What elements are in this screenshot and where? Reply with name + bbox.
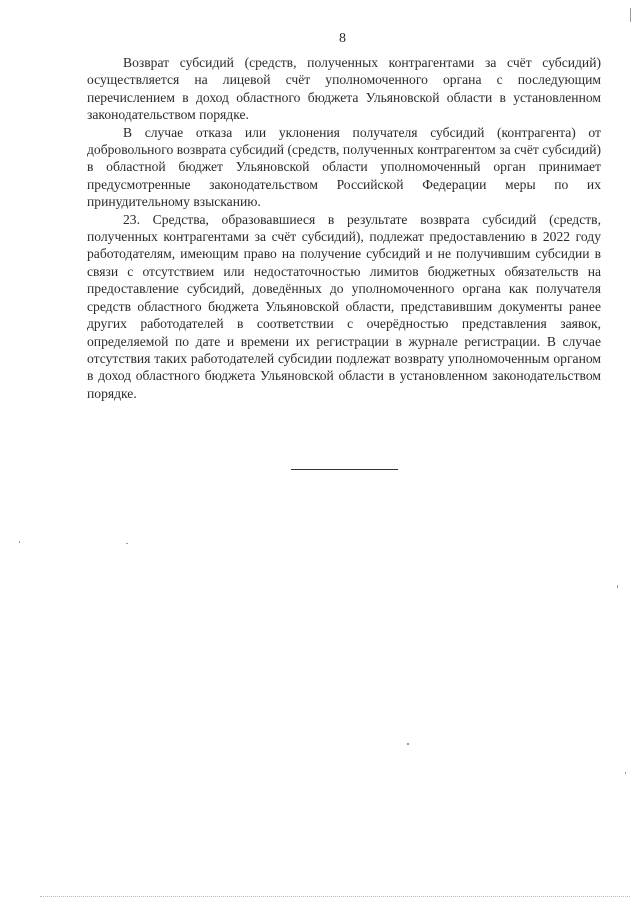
scan-speck bbox=[126, 543, 128, 544]
scan-speck bbox=[625, 772, 626, 774]
scan-speck bbox=[407, 743, 409, 745]
paragraph-refund-procedure: Возврат субсидий (средств, полученных контрагентами за счёт субсидий) осуществляется на лицевой счёт уполномоченного органа с последующим перечислением в доход областного бюджета Ульяновской области в установленном законодательством порядке. bbox=[87, 55, 601, 123]
scan-speck bbox=[630, 8, 631, 22]
paragraph-refusal-recovery: В случае отказа или уклонения получателя субсидий (контрагента) от добровольного возврата субсидий (средств, полученных контрагентом за счёт субсидий) в областной бюджет Ульяновской области уполномоченный орган принимает предусмотренные законодательством Российской Федерации меры по их принудительному взысканию. bbox=[87, 124, 601, 210]
document-body bbox=[87, 54, 601, 402]
scan-speck bbox=[617, 585, 618, 588]
end-separator-line bbox=[291, 469, 398, 470]
paragraph-clause-23: 23. Средства, образовавшиеся в результате возврата субсидий (средств, полученных контрагентами за счёт субсидий), подлежат предоставлению в 2022 году работодателям, имеющим право на получение субсидий и не получившим субсидии в связи с отсутствием или недостаточностью лимитов бюджетных обязательств на предоставление субсидий, доведённых до уполномоченного органа как получателя средств областного бюджета Ульяновской области, представившим документы ранее других работодателей в соответствии с очерёдностью представления заявок, определяемой по дате и времени их регистрации в журнале регистрации. В случае отсутствия таких работодателей субсидии подлежат возврату уполномоченным органом в доход областного бюджета Ульяновской области в установленном законодательством порядке. bbox=[87, 211, 601, 401]
scan-speck bbox=[19, 541, 20, 543]
scan-bottom-edge bbox=[40, 896, 630, 898]
page-number: 8 bbox=[339, 31, 346, 46]
